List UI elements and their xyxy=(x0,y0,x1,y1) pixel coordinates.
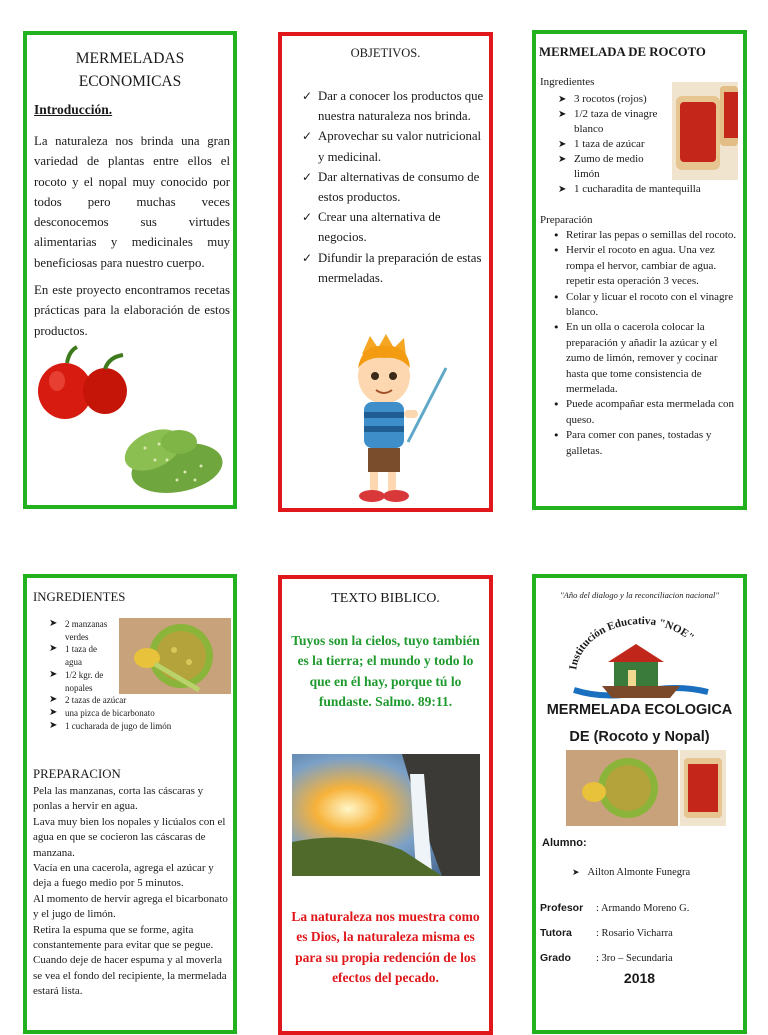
student-label: Alumno: xyxy=(542,837,587,849)
school-logo xyxy=(566,604,716,700)
panel-mermelada-rocoto xyxy=(532,30,747,510)
school-name-arc: Institución Educativa "NOE" xyxy=(567,614,697,671)
objective-item: ✓ Crear una alternativa de negocios. xyxy=(318,207,488,247)
prep-line: Retira la espuma que se forme, agita constantemente para evitar que se pegue. xyxy=(33,923,214,952)
nopal-prep-text xyxy=(33,784,233,1000)
staff-label: Grado xyxy=(540,952,571,964)
prep-line: Pela las manzanas, corta las cáscaras y ponlas a hervir en agua. xyxy=(33,785,204,813)
panel-introduccion xyxy=(23,31,237,509)
nopal-ingredients-title: INGREDIENTES xyxy=(33,590,126,604)
intro-paragraph-2: En este proyecto encontramos recetas prácticas para la elaboración de estos productos. xyxy=(34,283,230,338)
rocoto-jam-toast-image xyxy=(672,82,738,180)
year-motto: "Año del dialogo y la reconciliacion nacional" xyxy=(560,590,719,600)
reflection-text: La naturaleza nos muestra como es Dios, la naturaleza misma es para su propia redención de los efectos del pecado. xyxy=(291,909,480,985)
ingredient-item: ➤ 1/2 kgr. de nopales xyxy=(65,669,125,694)
staff-value: : Rosario Vicharra xyxy=(596,928,673,939)
ingredient-item: ➤ 1 cucharadita de mantequilla xyxy=(574,182,744,197)
cover-title-line-2: DE (Rocoto y Nopal) xyxy=(569,729,710,745)
waterfall-sunset-image xyxy=(292,754,480,876)
biblical-title: TEXTO BIBLICO. xyxy=(331,591,440,606)
ingredient-item: ➤ una pizca de bicarbonato xyxy=(65,707,225,720)
objectives-list xyxy=(318,86,488,288)
prep-step: • Colar y licuar el rocoto con el vinagre blanco. xyxy=(566,290,742,321)
nopal-cactus-image xyxy=(115,420,227,498)
ingredient-item: ➤ 2 tazas de azúcar xyxy=(65,694,225,707)
ingredient-item: ➤ 3 rocotos (rojos) xyxy=(574,92,666,107)
panel1-title: MERMELADAS ECONOMICAS xyxy=(75,50,185,90)
prep-step: • Hervir el rocoto en agua. Una vez rompa el hervor, cambiar de agua. repetir esta operación 3 veces. xyxy=(566,243,742,289)
objetivos-title: OBJETIVOS. xyxy=(350,46,421,60)
cover-title-line-1: MERMELADA ECOLOGICA xyxy=(546,702,733,718)
panel-texto-biblico xyxy=(278,575,493,1035)
ingredient-item: ➤ 1 taza de azúcar xyxy=(574,137,666,152)
staff-row xyxy=(540,946,740,971)
objective-item: ✓ Difundir la preparación de estas mermeladas. xyxy=(318,248,488,288)
ingredient-item: ➤ 1/2 taza de vinagre blanco xyxy=(574,107,666,137)
rocoto-steps-list xyxy=(566,228,742,459)
staff-value: : Armando Moreno G. xyxy=(596,903,690,914)
staff-table xyxy=(540,896,740,971)
rocoto-prep-label: Preparación xyxy=(540,214,593,226)
rocoto-ingredients-label: Ingredientes xyxy=(540,76,595,88)
prep-step: • Puede acompañar esta mermelada con queso. xyxy=(566,397,742,428)
panel-objetivos xyxy=(278,32,493,512)
student-row xyxy=(572,867,690,878)
ingredient-item: ➤ 2 manzanas verdes xyxy=(65,618,115,643)
ingredient-item: ➤ 1 cucharada de jugo de limón xyxy=(65,720,225,733)
prep-step: • Retirar las pepas o semillas del rocoto. xyxy=(566,228,742,243)
arrow-bullet-icon: ➤ xyxy=(572,868,580,878)
student-name: Ailton Almonte Funegra xyxy=(587,867,691,878)
objective-item: ✓ Dar alternativas de consumo de estos productos. xyxy=(318,167,488,207)
staff-row xyxy=(540,921,740,946)
nopal-prep-label: PREPARACION xyxy=(33,767,121,781)
prep-step: • En un olla o cacerola colocar la preparación y añadir la azúcar y el zumo de limón, remover y cocinar hasta que tome consistencia de mermelada. xyxy=(566,320,742,397)
rocoto-ingredients-list xyxy=(574,92,701,197)
cover-jam-image xyxy=(566,750,726,826)
prep-step: • Para comer con panes, tostadas y galletas. xyxy=(566,428,742,459)
panel-portada xyxy=(532,574,747,1034)
prep-line: Vacía en una cacerola, agrega el azúcar y deja a fuego medio por 5 minutos. xyxy=(33,862,214,890)
staff-value: : 3ro – Secundaria xyxy=(596,953,673,964)
cartoon-boy-image xyxy=(342,332,452,508)
panel-ingredientes-nopal xyxy=(23,574,237,1034)
intro-paragraph-1: La naturaleza nos brinda una gran variedad de plantas entre ellos el rocoto y el nopal muy conocido por todos pero muchas veces desconocemos sus virtudes alimentarias y medicinales muy beneficiosas para nuestro cuerpo. xyxy=(34,134,230,270)
ingredient-item: ➤ Zumo de medio limón xyxy=(574,152,666,182)
objective-item: ✓ Dar a conocer los productos que nuestra naturaleza nos brinda. xyxy=(318,86,488,126)
staff-row xyxy=(540,896,740,921)
intro-heading: Introducción. xyxy=(34,102,113,117)
ingredient-item: ➤ 1 taza de agua xyxy=(65,643,115,668)
rocoto-title: MERMELADA DE ROCOTO xyxy=(539,45,706,59)
rocoto-peppers-image xyxy=(35,343,127,423)
objective-item: ✓ Aprovechar su valor nutricional y medicinal. xyxy=(318,126,488,166)
staff-label: Tutora xyxy=(540,927,572,939)
prep-line: Al momento de hervir agrega el bicarbonato y el jugo de limón. xyxy=(33,892,228,921)
bible-verse: Tuyos son la cielos, tuyo también es la tierra; el mundo y todo lo que en él hay, porque tú lo fundaste. Salmo. 89:11. xyxy=(291,633,480,709)
prep-line: Lava muy bien los nopales y licúalos con el agua en que se cocieron las cáscaras de manzana. xyxy=(33,815,226,859)
cover-year: 2018 xyxy=(623,970,656,986)
staff-label: Profesor xyxy=(540,902,584,914)
nopal-jam-bowl-image xyxy=(119,618,231,694)
prep-line: Cuando deje de hacer espuma y al moverla se vea el fondo del recipiente, la mermelada estará lista. xyxy=(33,954,227,998)
